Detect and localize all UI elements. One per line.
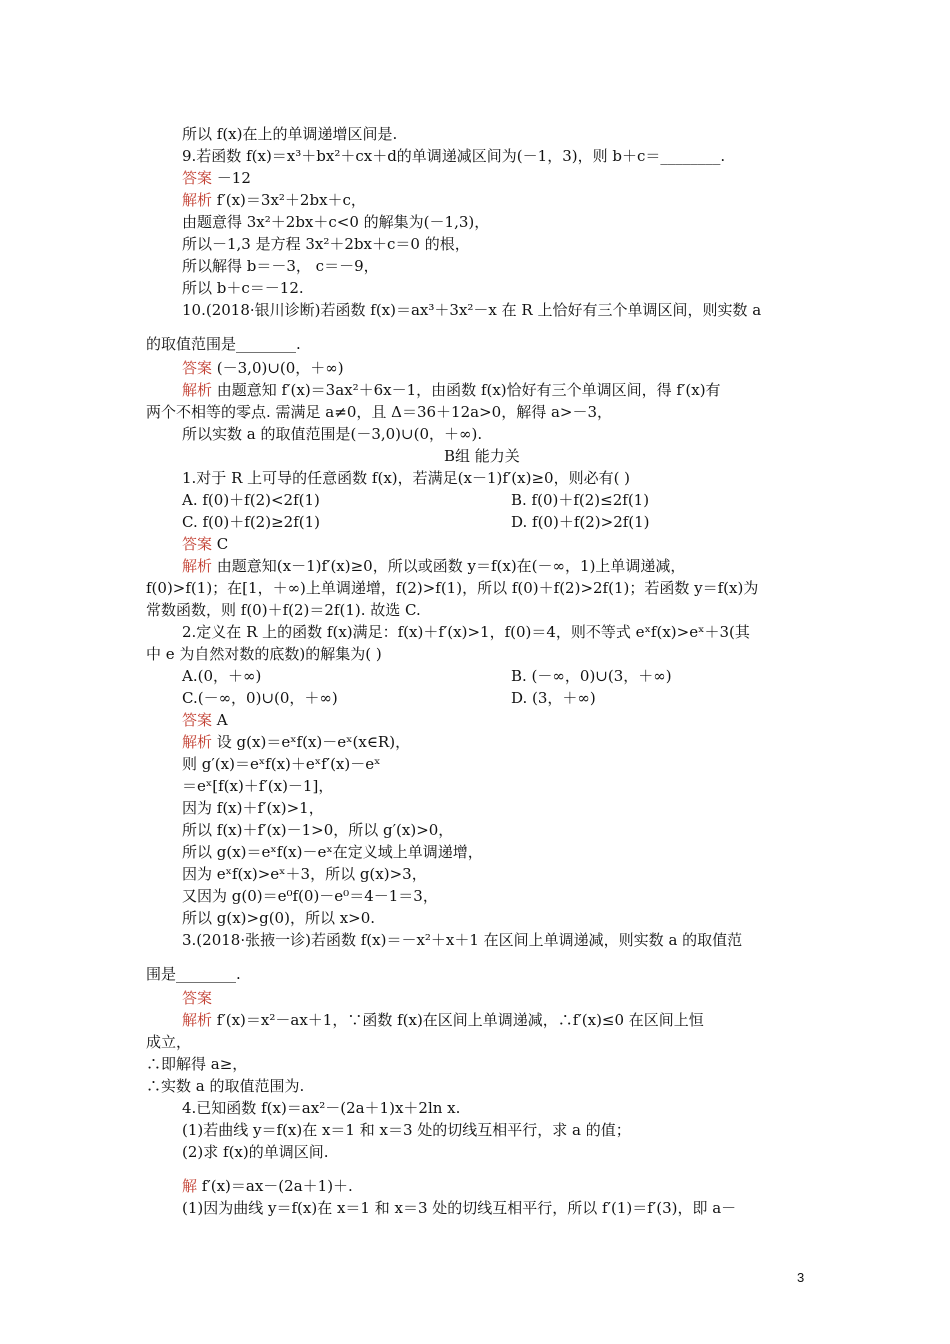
line-text: 由题意得 3x²＋2bx＋c<0 的解集为(－1,3)， bbox=[182, 213, 490, 231]
line-text: C. f(0)＋f(2)≥2f(1) bbox=[182, 513, 320, 531]
answer-label: 解析 bbox=[182, 1011, 213, 1029]
line-text: 由题意知 f′(x)＝3ax²＋6x－1，由函数 f(x)恰好有三个单调区间，得 f′(x)有 bbox=[212, 381, 721, 399]
line-text: (2)求 f(x)的单调区间. bbox=[182, 1143, 329, 1161]
line-text: －12 bbox=[212, 169, 251, 187]
text-line bbox=[182, 776, 333, 796]
text-line bbox=[511, 490, 649, 510]
text-line bbox=[146, 334, 301, 354]
line-text: A.(0，＋∞) bbox=[182, 667, 262, 685]
answer-label: 解 bbox=[182, 1177, 198, 1195]
line-text: 所以解得 b＝－3， c＝－9， bbox=[182, 257, 379, 275]
line-text: B. f(0)＋f(2)≤2f(1) bbox=[511, 491, 650, 509]
line-text: ＝eˣ[f(x)＋f′(x)－1]， bbox=[182, 777, 334, 795]
text-line bbox=[182, 168, 251, 188]
text-line bbox=[182, 1176, 353, 1196]
text-line bbox=[511, 512, 650, 532]
text-line bbox=[182, 124, 397, 144]
line-text: 所以－1,3 是方程 3x²＋2bx＋c＝0 的根， bbox=[182, 235, 470, 253]
line-text: B. (－∞，0)∪(3，＋∞) bbox=[511, 667, 672, 685]
answer-label: 答案 bbox=[182, 359, 213, 377]
line-text: D. f(0)＋f(2)>2f(1) bbox=[511, 513, 650, 531]
text-line bbox=[182, 820, 453, 840]
text-line bbox=[146, 1032, 191, 1052]
text-line bbox=[182, 732, 410, 752]
line-text: A bbox=[212, 711, 228, 729]
text-line bbox=[182, 908, 375, 928]
text-line bbox=[182, 886, 438, 906]
line-text: 又因为 g(0)＝e⁰f(0)－e⁰＝4－1＝3， bbox=[182, 887, 438, 905]
text-line bbox=[182, 988, 212, 1008]
line-text: 则 g′(x)＝eˣf(x)＋eˣf′(x)－eˣ bbox=[182, 755, 381, 773]
text-line bbox=[511, 688, 596, 708]
line-text: 所以 f(x)＋f′(x)－1>0，所以 g′(x)>0， bbox=[182, 821, 454, 839]
line-text: 成立， bbox=[146, 1033, 192, 1051]
line-text: 常数函数，则 f(0)＋f(2)＝2f(1). 故选 C. bbox=[146, 601, 421, 619]
text-line bbox=[182, 146, 725, 166]
text-line bbox=[182, 256, 379, 276]
text-line bbox=[444, 446, 520, 466]
line-text: 4.已知函数 f(x)＝ax²－(2a＋1)x＋2ln x. bbox=[182, 1099, 461, 1117]
answer-label: 解析 bbox=[182, 381, 213, 399]
text-line bbox=[146, 600, 421, 620]
text-line bbox=[182, 534, 228, 554]
line-text: A. f(0)＋f(2)<2f(1) bbox=[182, 491, 320, 509]
text-line bbox=[182, 358, 344, 378]
text-line bbox=[182, 424, 482, 444]
line-text: 3.(2018·张掖一诊)若函数 f(x)＝－x²＋x＋1 在区间上单调递减，则实数 a 的取值范 bbox=[182, 931, 743, 949]
text-line bbox=[182, 666, 261, 686]
text-line bbox=[146, 402, 612, 422]
text-line bbox=[182, 278, 304, 298]
text-line bbox=[511, 666, 672, 686]
line-text: 1.对于 R 上可导的任意函数 f(x)，若满足(x－1)f′(x)≥0，则必有( ) bbox=[182, 469, 631, 487]
text-line bbox=[182, 1142, 329, 1162]
line-text: 的取值范围是________. bbox=[146, 335, 301, 353]
line-text: C.(－∞，0)∪(0，＋∞) bbox=[182, 689, 338, 707]
text-line bbox=[182, 688, 338, 708]
text-line bbox=[182, 710, 228, 730]
text-line bbox=[182, 212, 489, 232]
line-text: 因为 eˣf(x)>eˣ＋3，所以 g(x)>3， bbox=[182, 865, 427, 883]
line-text: 两个不相等的零点. 需满足 a≠0，且 Δ＝36＋12a>0，解得 a>－3， bbox=[146, 403, 613, 421]
line-text: 所以实数 a 的取值范围是(－3,0)∪(0，＋∞). bbox=[182, 425, 483, 443]
line-text: (1)因为曲线 y＝f(x)在 x＝1 和 x＝3 处的切线互相平行，所以 f′(1)＝f′(3)，即 a－ bbox=[182, 1199, 737, 1217]
text-line bbox=[182, 234, 470, 254]
text-line bbox=[182, 1120, 631, 1140]
page-number: 3 bbox=[797, 1270, 805, 1285]
line-text: B组 能力关 bbox=[444, 447, 520, 465]
text-line bbox=[182, 512, 320, 532]
text-line bbox=[182, 622, 750, 642]
line-text: 所以 g(x)>g(0)，所以 x>0. bbox=[182, 909, 376, 927]
line-text: 围是________. bbox=[146, 965, 241, 983]
line-text: f′(x)＝x²－ax＋1，∵函数 f(x)在区间上单调递减，∴f′(x)≤0 在区间上恒 bbox=[212, 1011, 704, 1029]
line-text: 因为 f(x)＋f′(x)>1， bbox=[182, 799, 324, 817]
text-line bbox=[182, 798, 324, 818]
text-line bbox=[182, 380, 721, 400]
text-line bbox=[182, 490, 320, 510]
line-text: 所以 g(x)＝eˣf(x)－eˣ在定义域上单调递增， bbox=[182, 843, 483, 861]
line-text: ∴即解得 a≥， bbox=[146, 1055, 248, 1073]
answer-label: 解析 bbox=[182, 191, 213, 209]
line-text: 所以 f(x)在上的单调递增区间是. bbox=[182, 125, 398, 143]
line-text: 所以 b＋c＝－12. bbox=[182, 279, 304, 297]
line-text: 10.(2018·银川诊断)若函数 f(x)＝ax³＋3x²－x 在 R 上恰好有三个单调区间，则实数 a bbox=[182, 301, 762, 319]
text-line bbox=[182, 930, 742, 950]
text-line bbox=[146, 964, 241, 984]
text-line bbox=[146, 578, 758, 598]
line-text: 由题意知(x－1)f′(x)≥0，所以或函数 y＝f(x)在(－∞，1)上单调递减， bbox=[212, 557, 686, 575]
text-line bbox=[182, 1010, 704, 1030]
line-text: (－3,0)∪(0，＋∞) bbox=[212, 359, 344, 377]
line-text: 设 g(x)＝eˣf(x)－eˣ(x∈R)， bbox=[212, 733, 411, 751]
text-line bbox=[146, 1054, 247, 1074]
answer-label: 答案 bbox=[182, 169, 213, 187]
answer-label: 解析 bbox=[182, 557, 213, 575]
answer-label: 答案 bbox=[182, 711, 213, 729]
line-text: f′(x)＝3x²＋2bx＋c， bbox=[212, 191, 366, 209]
line-text: f(0)>f(1)；在[1，＋∞)上单调递增，f(2)>f(1)，所以 f(0)＋f(2)>2f(1)；若函数 y＝f(x)为 bbox=[146, 579, 759, 597]
line-text: D. (3，＋∞) bbox=[511, 689, 596, 707]
line-text: 中 e 为自然对数的底数)的解集为( ) bbox=[146, 645, 382, 663]
line-text: 9.若函数 f(x)＝x³＋bx²＋cx＋d的单调递减区间为(－1，3)，则 b＋c＝________. bbox=[182, 147, 726, 165]
answer-label: 答案 bbox=[182, 989, 213, 1007]
text-line bbox=[146, 1076, 304, 1096]
text-line bbox=[182, 468, 630, 488]
text-line bbox=[182, 864, 427, 884]
text-line bbox=[182, 190, 366, 210]
line-text: 2.定义在 R 上的函数 f(x)满足：f(x)＋f′(x)>1，f(0)＝4，则不等式 eˣf(x)>eˣ＋3(其 bbox=[182, 623, 750, 641]
text-line bbox=[182, 556, 685, 576]
text-line bbox=[182, 1098, 460, 1118]
text-line bbox=[182, 754, 380, 774]
answer-label: 答案 bbox=[182, 535, 213, 553]
line-text: f′(x)＝ax－(2a＋1)＋. bbox=[197, 1177, 353, 1195]
line-text: C bbox=[212, 535, 229, 553]
line-text: (1)若曲线 y＝f(x)在 x＝1 和 x＝3 处的切线互相平行，求 a 的值； bbox=[182, 1121, 631, 1139]
text-line bbox=[182, 842, 483, 862]
line-text: ∴实数 a 的取值范围为. bbox=[146, 1077, 305, 1095]
text-line bbox=[146, 644, 382, 664]
text-line bbox=[182, 300, 761, 320]
text-line bbox=[182, 1198, 736, 1218]
answer-label: 解析 bbox=[182, 733, 213, 751]
